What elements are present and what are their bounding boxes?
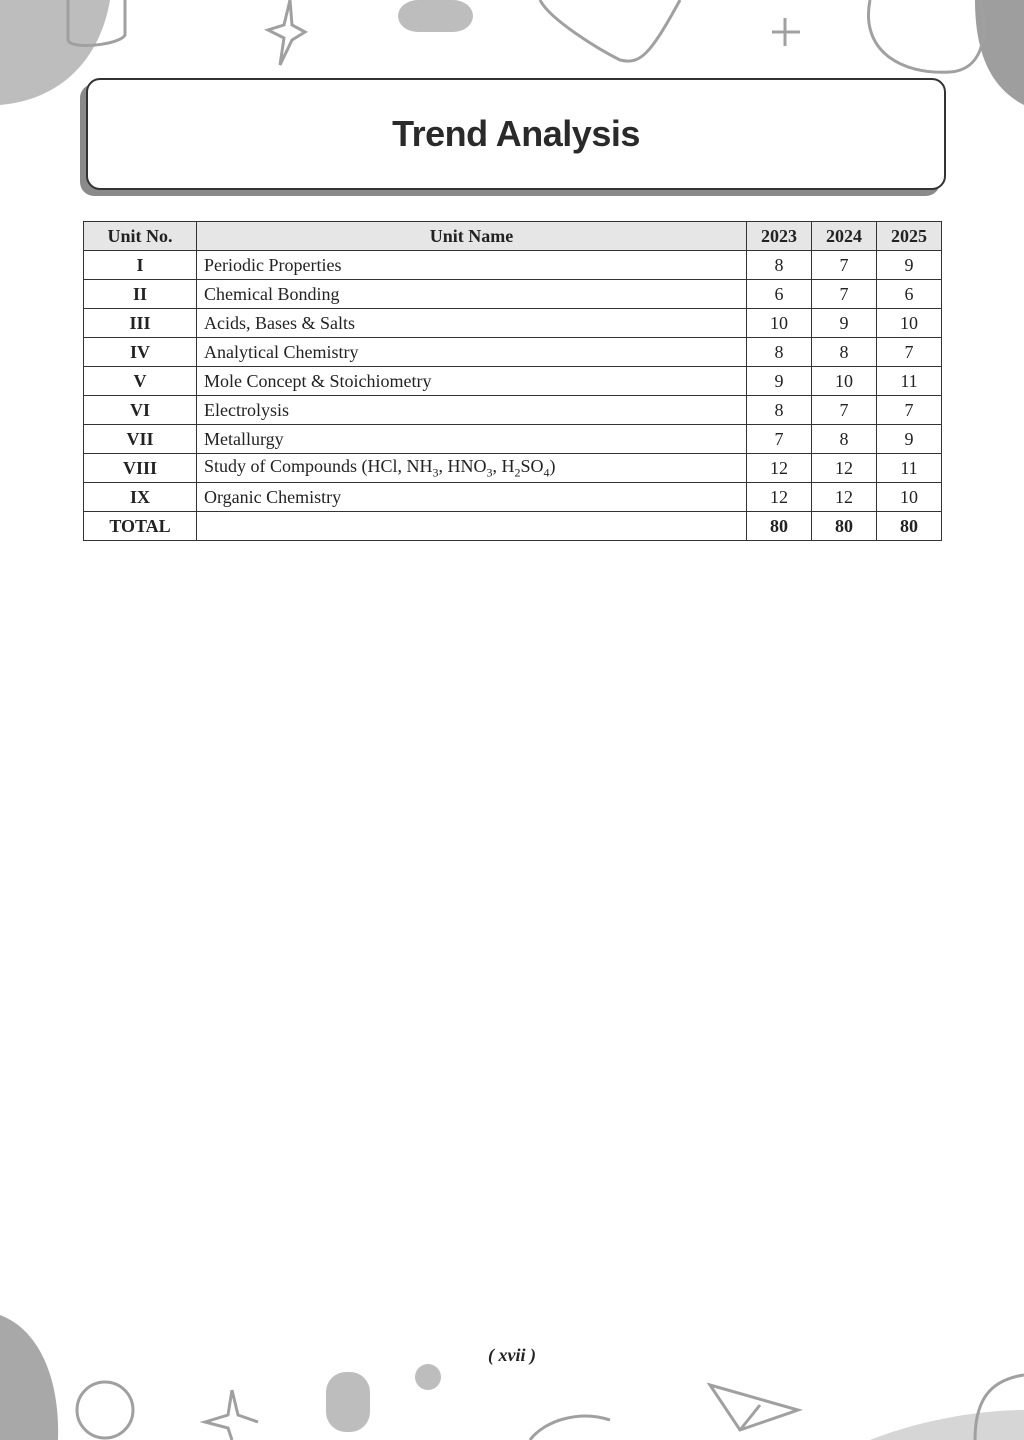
unit-name-subscript: 4 — [543, 465, 550, 480]
unit-name — [197, 251, 747, 280]
marks-2025: 7 — [877, 338, 942, 367]
marks-2024: 7 — [812, 251, 877, 280]
unit-name-text: Mole Concept & Stoichiometry — [204, 370, 432, 391]
clock-doodle — [868, 0, 983, 72]
bottom-blob — [326, 1372, 370, 1432]
total-2023: 80 — [747, 512, 812, 541]
unit-name-text: , HNO — [438, 455, 487, 476]
marks-2024: 12 — [812, 483, 877, 512]
unit-name-text: Electrolysis — [204, 399, 289, 420]
table-row — [84, 280, 942, 309]
unit-number: VI — [84, 396, 197, 425]
total-2025: 80 — [877, 512, 942, 541]
sparkle-doodle — [205, 1390, 258, 1440]
device-doodle — [530, 1416, 610, 1440]
unit-name-text: Metallurgy — [204, 428, 284, 449]
unit-name-subscript: 3 — [432, 465, 439, 480]
unit-name — [197, 454, 747, 483]
total-row — [84, 512, 942, 541]
total-label: TOTAL — [84, 512, 197, 541]
bottom-left-blob — [0, 1315, 58, 1440]
unit-name — [197, 396, 747, 425]
plus-icon — [772, 18, 800, 46]
marks-2025: 9 — [877, 425, 942, 454]
marks-2024: 8 — [812, 338, 877, 367]
column-header-unit-name: Unit Name — [197, 222, 747, 251]
marks-2025: 6 — [877, 280, 942, 309]
marks-2023: 6 — [747, 280, 812, 309]
marks-2024: 9 — [812, 309, 877, 338]
unit-name-subscript: 3 — [486, 465, 493, 480]
marks-2025: 9 — [877, 251, 942, 280]
table-row — [84, 251, 942, 280]
unit-name — [197, 338, 747, 367]
table-header-row — [84, 222, 942, 251]
unit-name-text: Organic Chemistry — [204, 486, 342, 507]
table-row — [84, 396, 942, 425]
marks-2023: 8 — [747, 338, 812, 367]
unit-name-text: Periodic Properties — [204, 254, 342, 275]
unit-number: V — [84, 367, 197, 396]
unit-name — [197, 367, 747, 396]
total-empty-cell — [197, 512, 747, 541]
table-row — [84, 454, 942, 483]
unit-number: VII — [84, 425, 197, 454]
unit-name — [197, 280, 747, 309]
marks-2025: 7 — [877, 396, 942, 425]
marks-2024: 7 — [812, 396, 877, 425]
unit-number: II — [84, 280, 197, 309]
marks-2023: 10 — [747, 309, 812, 338]
bottom-right-blob — [870, 1410, 1024, 1440]
unit-name-subscript: 2 — [514, 465, 521, 480]
column-header-2023: 2023 — [747, 222, 812, 251]
unit-name-text: Chemical Bonding — [204, 283, 340, 304]
unit-name-text: Study of Compounds (HCl, NH — [204, 455, 433, 476]
marks-2023: 8 — [747, 251, 812, 280]
column-header-unit-no: Unit No. — [84, 222, 197, 251]
title-banner — [86, 78, 946, 190]
top-blob — [398, 0, 473, 32]
unit-number: IX — [84, 483, 197, 512]
unit-number: I — [84, 251, 197, 280]
marks-2024: 8 — [812, 425, 877, 454]
unit-number: IV — [84, 338, 197, 367]
total-2024: 80 — [812, 512, 877, 541]
column-header-2025: 2025 — [877, 222, 942, 251]
unit-name — [197, 483, 747, 512]
column-header-2024: 2024 — [812, 222, 877, 251]
table-row — [84, 338, 942, 367]
marks-2025: 10 — [877, 309, 942, 338]
unit-name-text: SO — [520, 455, 544, 476]
page-number: ( xvii ) — [488, 1345, 536, 1365]
bottom-dot — [415, 1364, 441, 1390]
trend-analysis-table — [83, 221, 942, 541]
unit-name-text: ) — [549, 455, 556, 476]
marks-2025: 11 — [877, 367, 942, 396]
unit-name-text: , H — [492, 455, 515, 476]
table-row — [84, 483, 942, 512]
paper-plane-doodle — [710, 1385, 798, 1430]
marks-2024: 7 — [812, 280, 877, 309]
marks-2025: 11 — [877, 454, 942, 483]
unit-number: VIII — [84, 454, 197, 483]
star-doodle — [268, 0, 305, 65]
marks-2023: 9 — [747, 367, 812, 396]
unit-name-text: Analytical Chemistry — [204, 341, 359, 362]
unit-name — [197, 425, 747, 454]
table-row — [84, 309, 942, 338]
marks-2023: 12 — [747, 454, 812, 483]
eraser-doodle — [540, 0, 680, 61]
face-doodle — [77, 1382, 133, 1438]
unit-name-text: Acids, Bases & Salts — [204, 312, 355, 333]
marks-2023: 8 — [747, 396, 812, 425]
unit-name — [197, 309, 747, 338]
table-row — [84, 425, 942, 454]
marks-2024: 12 — [812, 454, 877, 483]
marks-2025: 10 — [877, 483, 942, 512]
page-title: Trend Analysis — [392, 113, 640, 154]
marks-2023: 7 — [747, 425, 812, 454]
unit-number: III — [84, 309, 197, 338]
marks-2024: 10 — [812, 367, 877, 396]
marks-2023: 12 — [747, 483, 812, 512]
table-row — [84, 367, 942, 396]
